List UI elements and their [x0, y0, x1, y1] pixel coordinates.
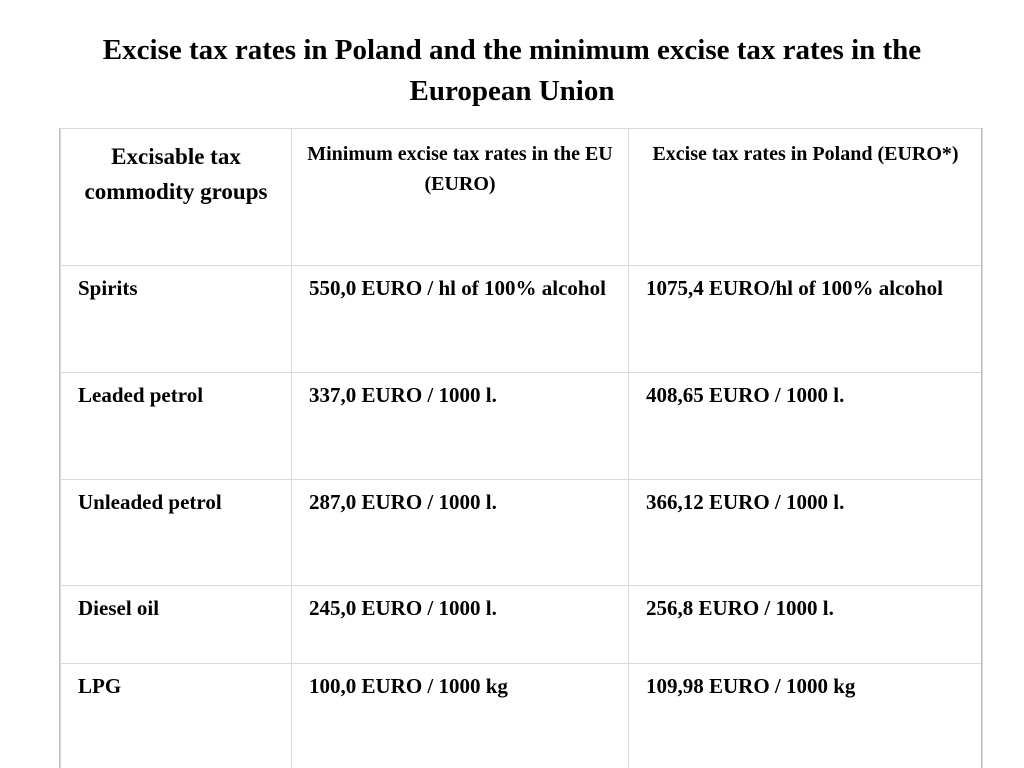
table-row [61, 266, 983, 373]
cell-eu-minimum-rate: 100,0 EURO / 1000 kg [292, 664, 629, 768]
table-left-border [59, 128, 60, 768]
cell-commodity-group: Spirits [61, 266, 292, 373]
cell-poland-rate: 109,98 EURO / 1000 kg [629, 664, 983, 768]
cell-eu-minimum-rate: 287,0 EURO / 1000 l. [292, 480, 629, 586]
page-title [0, 30, 1024, 112]
title-line-2: European Union [409, 75, 615, 107]
excise-rates-table [60, 128, 983, 768]
table-row [61, 664, 983, 768]
cell-poland-rate: 408,65 EURO / 1000 l. [629, 373, 983, 480]
cell-eu-minimum-rate: 245,0 EURO / 1000 l. [292, 586, 629, 664]
header-eu-minimum-rates: Minimum excise tax rates in the EU (EURO) [292, 129, 629, 266]
cell-eu-minimum-rate: 337,0 EURO / 1000 l. [292, 373, 629, 480]
cell-poland-rate: 366,12 EURO / 1000 l. [629, 480, 983, 586]
cell-commodity-group: LPG [61, 664, 292, 768]
cell-commodity-group: Unleaded petrol [61, 480, 292, 586]
table-row [61, 373, 983, 480]
cell-poland-rate: 1075,4 EURO/hl of 100% alcohol [629, 266, 983, 373]
table-row [61, 586, 983, 664]
cell-eu-minimum-rate: 550,0 EURO / hl of 100% alcohol [292, 266, 629, 373]
table-right-border [981, 128, 982, 768]
header-poland-rates: Excise tax rates in Poland (EURO*) [629, 129, 983, 266]
table-row [61, 480, 983, 586]
header-commodity-groups: Excisable tax commodity groups [61, 129, 292, 266]
cell-poland-rate: 256,8 EURO / 1000 l. [629, 586, 983, 664]
cell-commodity-group: Diesel oil [61, 586, 292, 664]
table-header-row [61, 129, 983, 266]
cell-commodity-group: Leaded petrol [61, 373, 292, 480]
title-line-1: Excise tax rates in Poland and the minimum excise tax rates in the [102, 34, 922, 66]
